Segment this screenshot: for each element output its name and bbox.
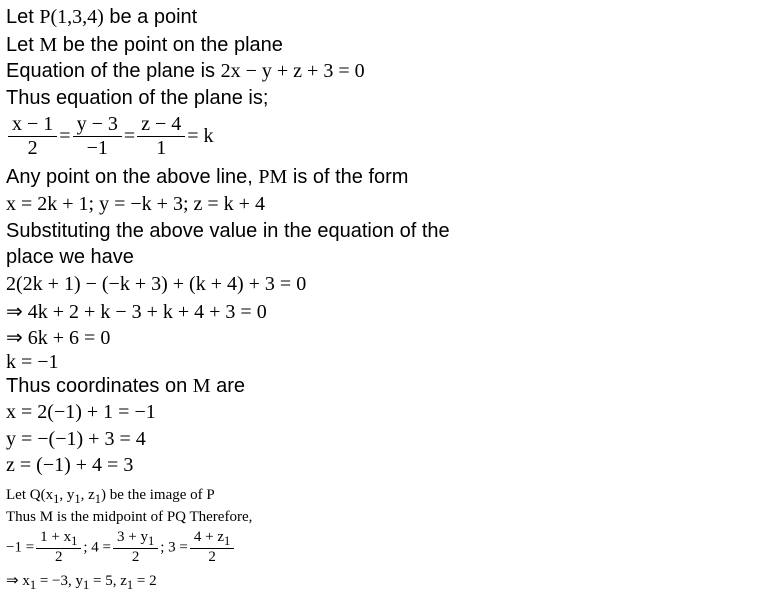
line-y-coord: [6, 428, 146, 451]
text: , z: [80, 487, 95, 503]
text: 3 + y: [117, 529, 148, 545]
line-midpoint-fractions: [6, 529, 236, 567]
line-parametric: [6, 193, 265, 216]
text: ⇒ x: [6, 573, 30, 589]
subscript: 1: [148, 534, 155, 548]
math-parametric: x = 2k + 1; y = −k + 3; z = k + 4: [6, 193, 265, 215]
text: Substituting the above value in the equation of the: [6, 220, 450, 242]
math-point-p: P(1,3,4): [39, 6, 104, 28]
subscript: 1: [224, 534, 231, 548]
math-expand: ⇒ 4k + 2 + k − 3 + k + 4 + 3 = 0: [6, 301, 267, 323]
text: Any point on the above line,: [6, 166, 259, 188]
line-any-point: [6, 166, 408, 189]
line-thus-equation: [6, 87, 268, 110]
line-k-value: [6, 351, 59, 374]
text: Equation of the plane is: [6, 60, 221, 82]
equals: =: [123, 125, 136, 147]
line-final-answer: [6, 571, 157, 593]
lead: −1 =: [6, 539, 35, 556]
math-m: M: [39, 34, 58, 56]
text: place we have: [6, 246, 134, 268]
fraction: [73, 113, 122, 160]
line-let-p: [6, 6, 197, 29]
denominator: 2: [131, 549, 140, 566]
text: be the point on the plane: [57, 34, 283, 56]
math-substitution: 2(2k + 1) − (−k + 3) + (k + 4) + 3 = 0: [6, 273, 307, 295]
fraction: [113, 529, 158, 567]
math-plane-eq: 2x − y + z + 3 = 0: [220, 60, 365, 82]
text: are: [210, 375, 246, 397]
line-midpoint: [6, 509, 252, 526]
text: = −3, y: [36, 573, 83, 589]
text: Let: [6, 6, 40, 28]
line-let-m: [6, 34, 283, 57]
numerator: x − 1: [8, 113, 57, 137]
line-simplify: [6, 325, 110, 350]
text: be a point: [103, 6, 198, 28]
denominator: 1: [156, 137, 167, 159]
line-substituting: [6, 220, 450, 243]
fraction: [36, 529, 81, 567]
math-y: y = −(−1) + 3 = 4: [6, 428, 146, 450]
separator: ; 3 =: [160, 539, 188, 556]
denominator: 2: [208, 549, 216, 566]
subscript: 1: [94, 492, 101, 506]
line-substitution: [6, 273, 306, 296]
fraction: [8, 113, 57, 160]
numerator: [190, 529, 234, 549]
text: , y: [59, 487, 75, 503]
denominator: 2: [55, 549, 63, 566]
text: = 5, z: [89, 573, 127, 589]
line-place-we-have: [6, 246, 134, 269]
subscript: 1: [74, 492, 81, 506]
math-pm: PM: [258, 166, 288, 188]
numerator: [36, 529, 81, 549]
math-x: x = 2(−1) + 1 = −1: [6, 401, 156, 423]
text: is of the form: [287, 166, 409, 188]
text: Let Q(x: [6, 487, 54, 503]
line-plane-equation: [6, 60, 365, 83]
subscript: 1: [83, 578, 90, 592]
math-m: M: [192, 375, 211, 397]
text: Thus coordinates on: [6, 375, 193, 397]
line-z-coord: [6, 454, 133, 477]
text: 1 + x: [40, 529, 72, 545]
fraction: [190, 529, 234, 567]
equals-k: = k: [187, 125, 214, 147]
math-z: z = (−1) + 4 = 3: [6, 454, 134, 476]
line-image-q: [6, 487, 215, 507]
math-simplify: ⇒ 6k + 6 = 0: [6, 327, 111, 349]
numerator: z − 4: [137, 113, 185, 137]
text: Thus M is the midpoint of PQ Therefore,: [6, 509, 253, 525]
subscript: 1: [29, 578, 37, 592]
subscript: 1: [126, 578, 134, 592]
line-x-coord: [6, 401, 156, 424]
line-coordinates-m: [6, 375, 245, 398]
denominator: 2: [27, 137, 38, 159]
subscript: 1: [71, 534, 78, 548]
text: Let: [6, 34, 40, 56]
numerator: [113, 529, 158, 549]
text: ) be the image of P: [101, 487, 215, 503]
denominator: −1: [86, 137, 108, 159]
line-expand: [6, 299, 267, 324]
equals: =: [59, 125, 71, 147]
separator: ; 4 =: [83, 539, 112, 556]
math-k: k = −1: [6, 351, 59, 373]
subscript: 1: [53, 492, 60, 506]
numerator: y − 3: [73, 113, 122, 137]
line-symmetric-form: [6, 113, 214, 160]
text: Thus equation of the plane is;: [6, 87, 269, 109]
fraction: [137, 113, 185, 160]
text: 4 + z: [193, 529, 225, 545]
text: = 2: [133, 573, 157, 589]
